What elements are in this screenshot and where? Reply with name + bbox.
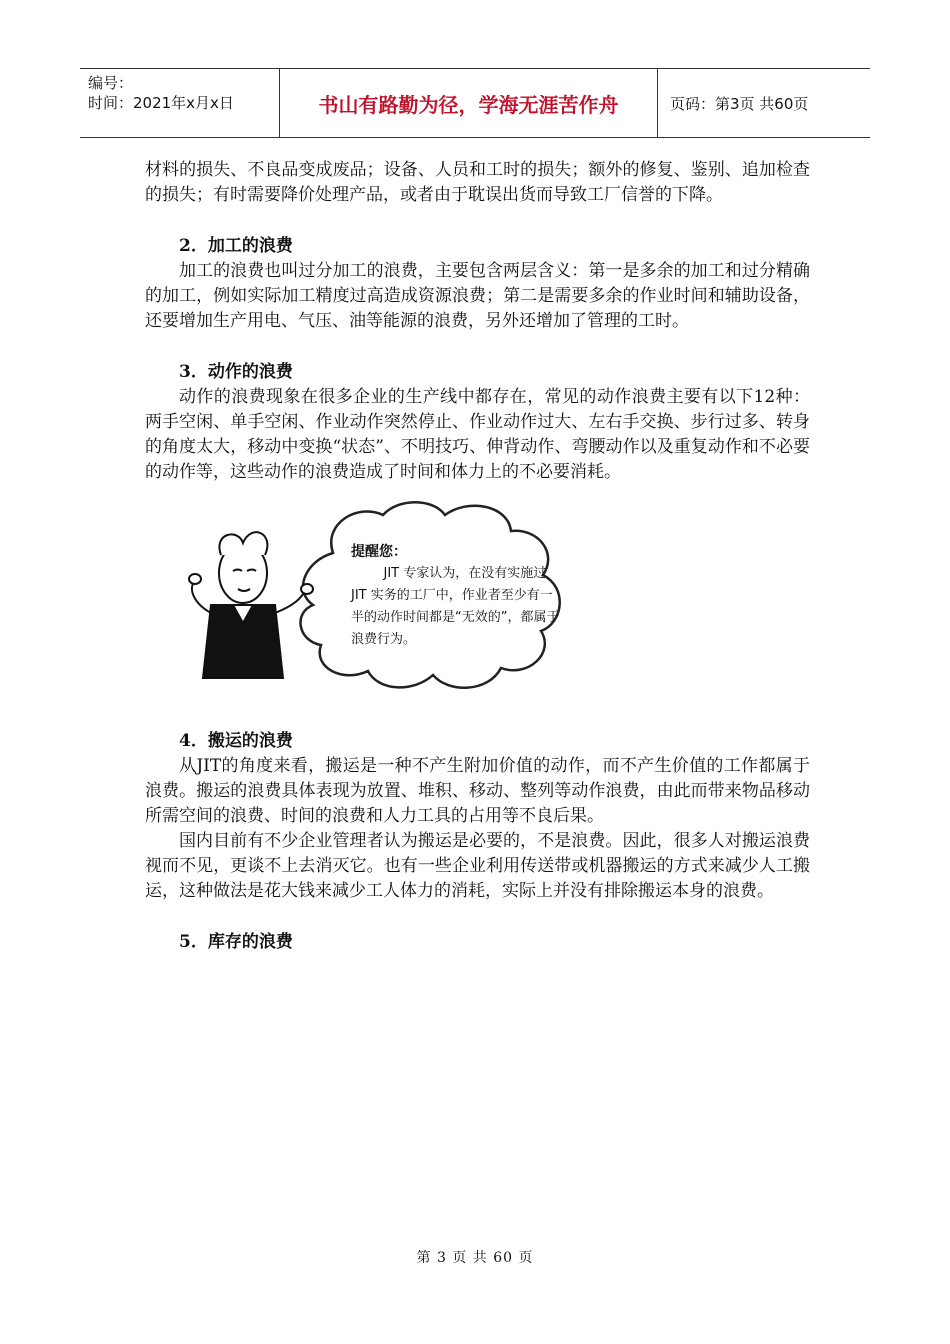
paragraph: 从JIT的角度来看，搬运是一种不产生附加价值的动作，而不产生价值的工作都属于浪费。搬运的浪费具体表现为放置、堆积、移动、整列等动作浪费，由此而带来物品移动所需空间的浪费、时间的浪费和人力工具的占用等不良后果。 bbox=[145, 756, 810, 826]
header-page-info: 页码：第3页 共60页 bbox=[670, 94, 809, 113]
document-body bbox=[145, 158, 810, 955]
section-heading-inventory: 5．库存的浪费 bbox=[179, 932, 293, 952]
section-heading-motion: 3．动作的浪费 bbox=[179, 362, 293, 382]
cartoon-person-icon bbox=[189, 532, 313, 678]
callout-label: 提醒您： bbox=[351, 544, 407, 560]
callout-text-box bbox=[351, 541, 561, 651]
page-header bbox=[80, 68, 870, 138]
header-meta bbox=[80, 69, 280, 137]
doc-date: 时间：2021年x月x日 bbox=[88, 94, 234, 112]
callout-illustration bbox=[183, 493, 583, 703]
section-heading-transport: 4．搬运的浪费 bbox=[179, 731, 293, 751]
paragraph: 国内目前有不少企业管理者认为搬运是必要的，不是浪费。因此，很多人对搬运浪费视而不见，更谈不上去消灭它。也有一些企业利用传送带或机器搬运的方式来减少人工搬运，这种做法是花大钱来减少工人体力的消耗，实际上并没有排除搬运本身的浪费。 bbox=[145, 831, 810, 901]
header-motto: 书山有路勤为径，学海无涯苦作舟 bbox=[280, 69, 658, 137]
page-footer: 第 3 页 共 60 页 bbox=[416, 1250, 534, 1266]
intro-paragraph: 材料的损失、不良品变成废品；设备、人员和工时的损失；额外的修复、鉴别、追加检查的损失；有时需要降价处理产品，或者由于耽误出货而导致工厂信誉的下降。 bbox=[145, 160, 810, 205]
paragraph: 加工的浪费也叫过分加工的浪费，主要包含两层含义：第一是多余的加工和过分精确的加工，例如实际加工精度过高造成资源浪费；第二是需要多余的作业时间和辅助设备，还要增加生产用电、气压、油等能源的浪费，另外还增加了管理的工时。 bbox=[145, 261, 810, 331]
doc-code-label: 编号： bbox=[88, 74, 134, 92]
callout-text: JIT 专家认为，在没有实施过 JIT 实务的工厂中，作业者至少有一半的动作时间都是“无效的”，都属于浪费行为。 bbox=[351, 566, 560, 647]
section-heading-processing: 2．加工的浪费 bbox=[179, 236, 293, 256]
paragraph: 动作的浪费现象在很多企业的生产线中都存在，常见的动作浪费主要有以下12种：两手空闲、单手空闲、作业动作突然停止、作业动作过大、左右手交换、步行过多、转身的角度太大，移动中变换“状态”、不明技巧、伸背动作、弯腰动作以及重复动作和不必要的动作等，这些动作的浪费造成了时间和体力上的不必要消耗。 bbox=[145, 387, 810, 482]
